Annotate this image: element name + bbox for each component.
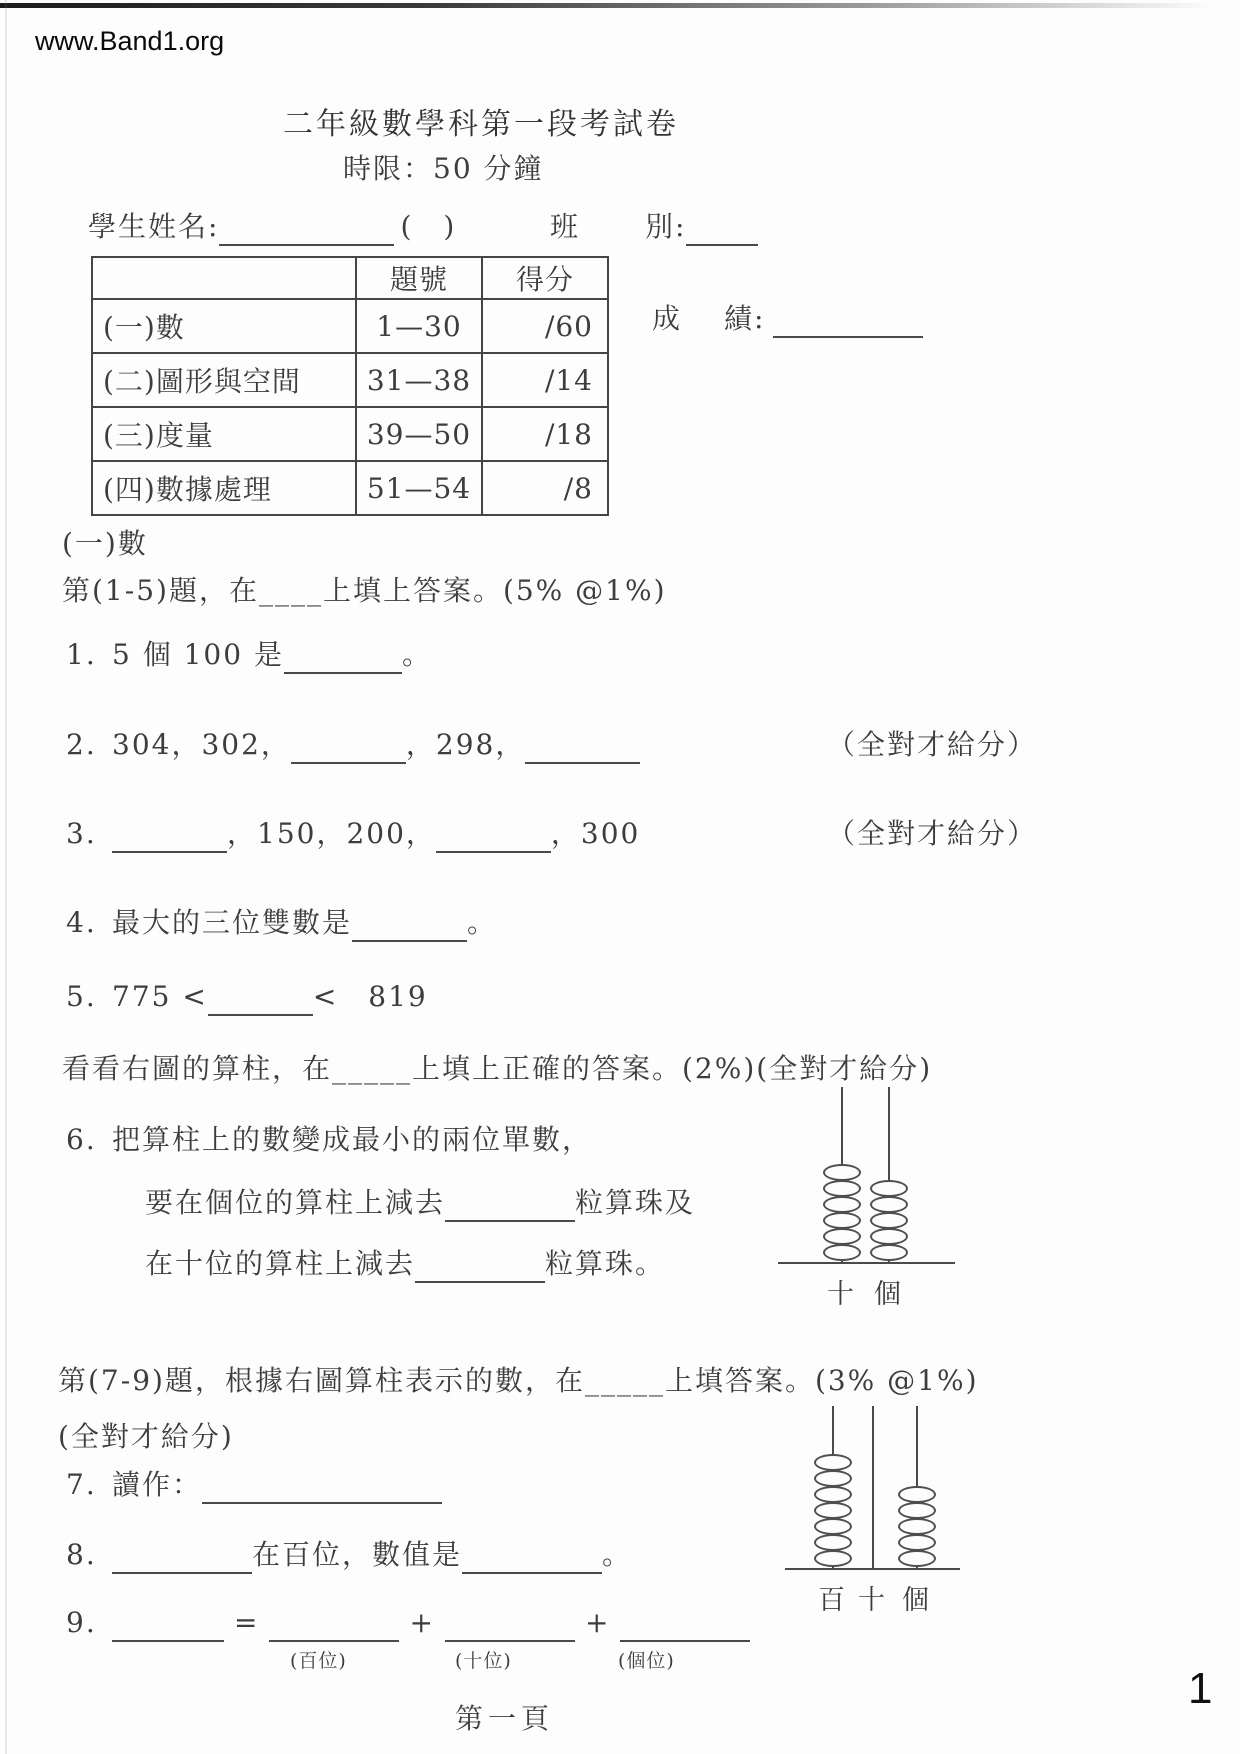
q2-blank2 <box>525 734 640 764</box>
score-table-header-row <box>92 257 608 299</box>
abacus-bead <box>814 1518 852 1535</box>
q2-number: 2. <box>66 728 97 761</box>
student-name-label: 學生姓名: <box>88 210 220 243</box>
q8-text: 在百位，數值是 <box>252 1538 463 1571</box>
exam-title: 二年級數學科第一段考試卷 <box>283 107 679 142</box>
q2-note: （全對才給分） <box>827 728 1038 761</box>
abacus-bead <box>814 1470 852 1487</box>
q8-period: 。 <box>602 1538 633 1571</box>
q8-number: 8. <box>66 1538 97 1571</box>
q6-line3 <box>145 1245 665 1283</box>
q5-line <box>112 978 428 1016</box>
row-range: 51—54 <box>356 461 482 515</box>
q3-blank1 <box>112 823 227 853</box>
score-table-header-score: 得分 <box>482 257 608 299</box>
q6-text2: 要在個位的算柱上減去 <box>145 1186 446 1219</box>
q9-blank-hundreds <box>269 1612 399 1642</box>
q5-text2: < 819 <box>312 980 428 1013</box>
abacus-bead <box>823 1164 861 1181</box>
instruction-q7-9a: 第(7-9)題，根據右圖算柱表示的數，在_____上填答案。(3% @1%) <box>58 1364 979 1397</box>
q7-blank <box>202 1474 442 1504</box>
q9-blank-tens <box>445 1612 575 1642</box>
section1-heading: (一)數 <box>62 527 148 560</box>
abacus-hundreds-tens-ones <box>785 1406 960 1616</box>
q3-note: （全對才給分） <box>827 817 1038 850</box>
abacus-bead <box>898 1550 936 1567</box>
abacus-bead <box>814 1502 852 1519</box>
q1-text: 5 個 100 是 <box>112 638 284 671</box>
row-range: 39—50 <box>356 407 482 461</box>
q3-line <box>112 815 1038 853</box>
score-table <box>91 256 609 516</box>
scan-artifact-top <box>0 3 1240 8</box>
abacus-bead <box>823 1212 861 1229</box>
q6-line2 <box>145 1184 695 1222</box>
q4-line <box>112 904 497 942</box>
abacus-place-label: 個 <box>902 1585 929 1616</box>
q9-blank-ones <box>620 1612 750 1642</box>
q9-line <box>112 1604 750 1642</box>
q7-line <box>112 1466 442 1504</box>
page-number: 1 <box>1188 1664 1213 1713</box>
q5-text1: 775 < <box>112 980 208 1013</box>
q2-text1: 304，302， <box>112 728 291 761</box>
total-score-blank <box>773 308 923 338</box>
class-word1: 班 <box>550 210 581 243</box>
row-score: /60 <box>482 299 608 353</box>
q3-blank2 <box>436 823 551 853</box>
class-blank <box>686 216 758 246</box>
student-name-blank <box>219 216 394 246</box>
time-limit: 時限：50 分鐘 <box>343 152 544 185</box>
row-section: (一)數 <box>92 299 356 353</box>
abacus-bead <box>823 1244 861 1261</box>
row-score: /18 <box>482 407 608 461</box>
q6-text3: 在十位的算柱上減去 <box>145 1247 416 1280</box>
q2-blank1 <box>291 734 406 764</box>
q9-label-tens: (十位) <box>455 1650 512 1672</box>
q1-line <box>112 636 432 674</box>
q4-period: 。 <box>467 906 498 939</box>
table-row <box>92 353 608 407</box>
q6-number: 6. <box>66 1123 97 1156</box>
row-section: (四)數據處理 <box>92 461 356 515</box>
abacus-bead <box>898 1518 936 1535</box>
class-line <box>645 208 758 246</box>
abacus-bead <box>898 1486 936 1503</box>
score-word2: 績: <box>724 302 766 335</box>
abacus-rod <box>872 1406 874 1568</box>
q6-line1: 把算柱上的數變成最小的兩位單數， <box>112 1123 593 1156</box>
abacus-bead <box>898 1502 936 1519</box>
abacus-bead <box>814 1534 852 1551</box>
row-section: (三)度量 <box>92 407 356 461</box>
abacus-bead <box>870 1196 908 1213</box>
row-score: /8 <box>482 461 608 515</box>
abacus-baseline <box>785 1568 960 1570</box>
abacus-place-label: 百 <box>818 1585 845 1616</box>
q9-number: 9. <box>66 1606 97 1639</box>
q9-label-ones: (個位) <box>618 1650 675 1672</box>
abacus-tens-ones <box>778 1087 955 1310</box>
q8-blank1 <box>112 1544 252 1574</box>
score-word1: 成 <box>652 302 683 335</box>
q9-equals: = <box>234 1606 260 1639</box>
abacus-place-label: 十 <box>858 1585 885 1616</box>
q9-plus1: + <box>409 1606 435 1639</box>
instruction-q7-9b: (全對才給分) <box>58 1420 234 1453</box>
q7-text: 讀作： <box>112 1468 203 1501</box>
q6-text2b: 粒算珠及 <box>575 1186 696 1219</box>
q1-period: 。 <box>401 638 432 671</box>
abacus-bead <box>870 1244 908 1261</box>
instruction-q1-5: 第(1-5)題，在____上填上答案。(5% @1%) <box>62 574 667 607</box>
table-row <box>92 461 608 515</box>
scan-artifact-left <box>5 0 7 1754</box>
table-row <box>92 407 608 461</box>
abacus-bead <box>814 1486 852 1503</box>
total-score-line <box>652 300 923 338</box>
abacus-baseline <box>778 1262 955 1264</box>
q4-number: 4. <box>66 906 97 939</box>
q2-text2: ，298， <box>405 728 526 761</box>
q8-line <box>112 1536 632 1574</box>
q2-line <box>112 726 1038 764</box>
row-score: /14 <box>482 353 608 407</box>
row-range: 1—30 <box>356 299 482 353</box>
q5-number: 5. <box>66 980 97 1013</box>
q1-blank <box>284 644 402 674</box>
abacus-bead <box>814 1454 852 1471</box>
abacus-bead <box>898 1534 936 1551</box>
abacus-bead <box>870 1212 908 1229</box>
row-range: 31—38 <box>356 353 482 407</box>
abacus-bead <box>814 1550 852 1567</box>
q4-blank <box>352 912 467 942</box>
q6-text3b: 粒算珠。 <box>545 1247 666 1280</box>
abacus-place-label: 個 <box>874 1279 901 1310</box>
q8-blank2 <box>462 1544 602 1574</box>
row-section: (二)圖形與空間 <box>92 353 356 407</box>
q5-blank <box>208 986 313 1016</box>
class-word2: 別: <box>645 210 687 243</box>
q1-number: 1. <box>66 638 97 671</box>
abacus-place-label: 十 <box>827 1279 854 1310</box>
q3-text1: ，150，200， <box>227 817 436 850</box>
q4-text: 最大的三位雙數是 <box>112 906 353 939</box>
student-name-line <box>88 208 456 246</box>
q9-label-hundreds: (百位) <box>290 1650 347 1672</box>
q9-blank-total <box>112 1612 224 1642</box>
q3-number: 3. <box>66 817 97 850</box>
abacus-bead <box>870 1228 908 1245</box>
abacus-bead <box>823 1196 861 1213</box>
abacus-bead <box>870 1180 908 1197</box>
q6-blank1 <box>445 1192 575 1222</box>
page-footer: 第一頁 <box>455 1702 555 1735</box>
score-table-header-range: 題號 <box>356 257 482 299</box>
abacus-bead <box>823 1180 861 1197</box>
q6-blank2 <box>415 1253 545 1283</box>
watermark: www.Band1.org <box>35 26 225 56</box>
q3-text2: ，300 <box>550 817 641 850</box>
q7-number: 7. <box>66 1468 97 1501</box>
instruction-q6: 看看右圖的算柱，在_____上填上正確的答案。(2%)(全對才給分) <box>62 1052 933 1085</box>
table-row <box>92 299 608 353</box>
student-number-paren: ( ) <box>400 210 457 243</box>
abacus-bead <box>823 1228 861 1245</box>
score-table-header-blank <box>92 257 356 299</box>
q9-plus2: + <box>584 1606 611 1639</box>
